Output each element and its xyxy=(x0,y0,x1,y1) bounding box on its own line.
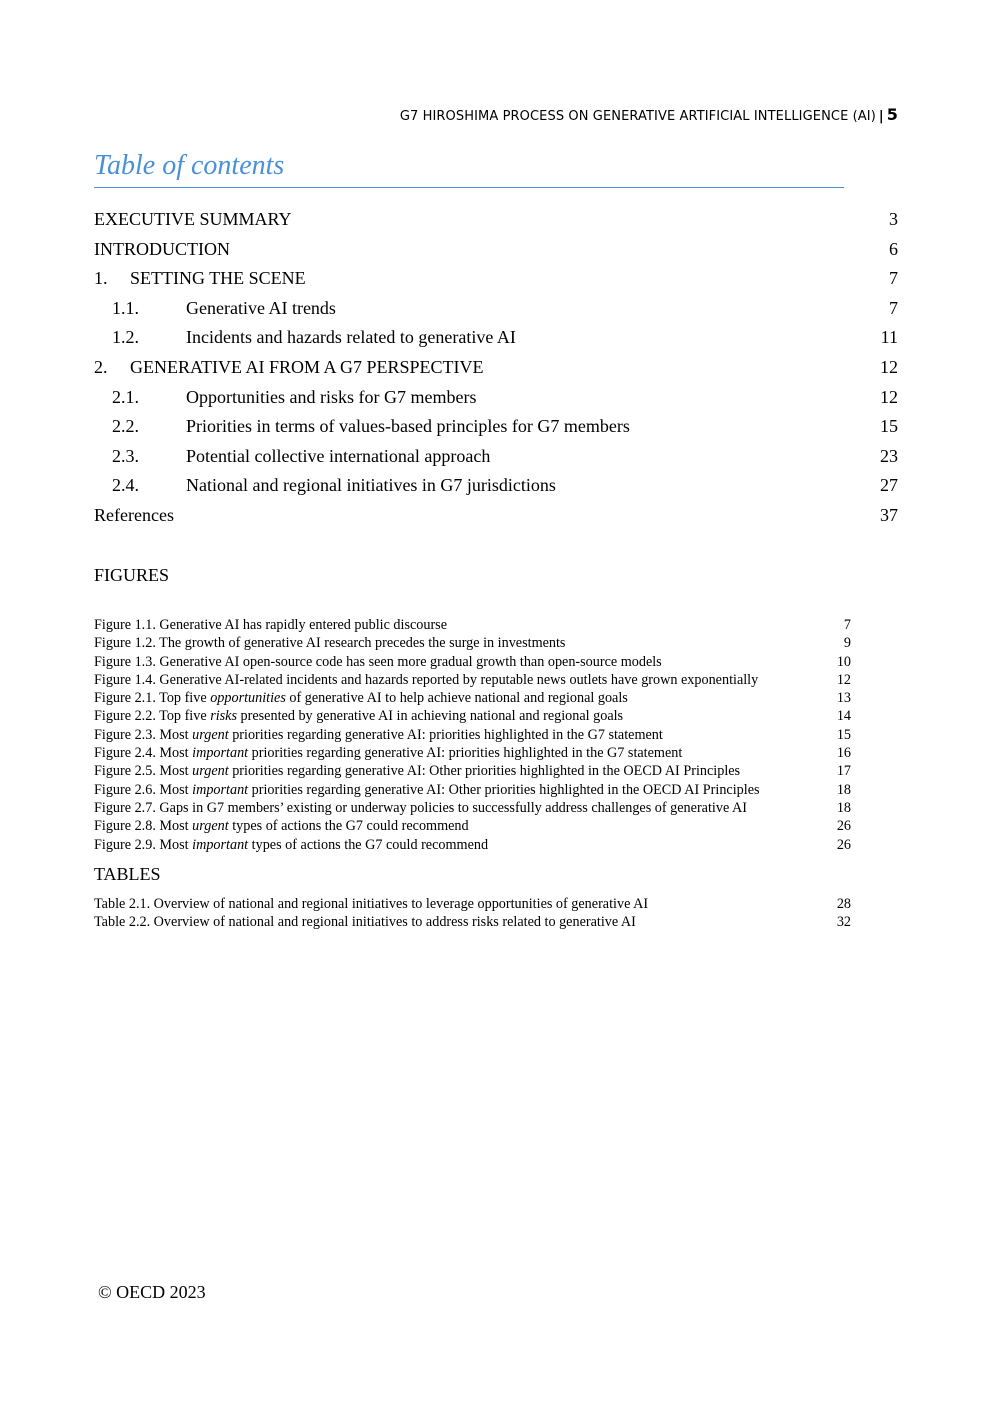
toc-entry[interactable] xyxy=(94,383,898,413)
toc-entry-page: 27 xyxy=(880,475,898,496)
figure-entry-title-emphasis: urgent xyxy=(192,763,229,780)
figure-entry-title-text: priorities regarding generative AI: priorities highlighted in the G7 statement xyxy=(228,726,663,743)
toc-entry-label: Opportunities and risks for G7 members xyxy=(186,386,477,407)
figure-entry-title-text: Figure 2.8. Most xyxy=(94,818,193,835)
figure-entry-title-text: Figure 1.3. Generative AI open-source code has seen more gradual growth than open-source models xyxy=(94,653,662,670)
figure-entry-page: 15 xyxy=(836,726,851,743)
toc-entry-label: Incidents and hazards related to generative AI xyxy=(186,327,516,348)
figure-entry-title xyxy=(94,654,662,670)
figure-entry[interactable] xyxy=(94,616,851,634)
toc-entry-label: GENERATIVE AI FROM A G7 PERSPECTIVE xyxy=(130,356,484,377)
figure-entry-title-text: of generative AI to help achieve national and regional goals xyxy=(285,690,628,707)
toc-title: Table of contents xyxy=(94,150,285,181)
table-entry[interactable] xyxy=(94,913,851,931)
figure-entry-title xyxy=(94,763,740,779)
figure-entry-title-text: Figure 1.1. Generative AI has rapidly entered public discourse xyxy=(94,617,448,633)
figures-list xyxy=(94,616,851,854)
figure-entry[interactable] xyxy=(94,799,851,817)
figure-entry-title-emphasis: important xyxy=(192,745,249,762)
toc-entry-label: National and regional initiatives in G7 jurisdictions xyxy=(186,475,556,496)
header-separator: | xyxy=(878,109,884,124)
toc-entry-page: 7 xyxy=(889,268,898,289)
table-entry-title-text: Table 2.2. Overview of national and regional initiatives to address risks related to generative AI xyxy=(94,914,636,931)
toc-entry[interactable] xyxy=(94,353,898,383)
toc-entry-page: 12 xyxy=(880,386,898,407)
table-entry-page: 28 xyxy=(836,896,851,912)
toc-entry[interactable] xyxy=(94,323,898,353)
tables-heading: TABLES xyxy=(94,864,161,884)
toc-entry-label: INTRODUCTION xyxy=(94,238,230,259)
toc-entry[interactable] xyxy=(94,442,898,472)
toc-entry-page: 6 xyxy=(889,238,898,259)
figure-entry-title-text: Figure 2.7. Gaps in G7 members’ existing or underway policies to successfully address challenges of generative AI xyxy=(94,799,747,816)
title-rule xyxy=(94,187,844,188)
figure-entry[interactable] xyxy=(94,726,851,744)
figure-entry-title-text: priorities regarding generative AI: priorities highlighted in the G7 statement xyxy=(248,745,683,762)
figure-entry-page: 10 xyxy=(836,653,851,670)
figure-entry-page: 18 xyxy=(836,799,851,816)
figure-entry-title-text: Figure 1.4. Generative AI-related incidents and hazards reported by reputable news outlets have grown exponentially xyxy=(94,671,759,688)
toc-entry-label: Priorities in terms of values-based principles for G7 members xyxy=(186,416,630,437)
figure-entry-title xyxy=(94,690,628,706)
toc-entry-page: 12 xyxy=(880,356,898,377)
figure-entry[interactable] xyxy=(94,653,851,671)
figure-entry[interactable] xyxy=(94,762,851,780)
toc-entry[interactable] xyxy=(94,471,898,501)
toc-entry-label: Generative AI trends xyxy=(186,297,336,318)
toc-entry-page: 23 xyxy=(880,445,898,466)
toc-entry-number: 2.4. xyxy=(112,475,139,496)
figure-entry-title-text: types of actions the G7 could recommend xyxy=(228,818,469,835)
toc-entry[interactable] xyxy=(94,412,898,442)
toc-entry[interactable] xyxy=(94,235,898,265)
toc-entry[interactable] xyxy=(94,294,898,324)
figure-entry-page: 26 xyxy=(836,836,851,853)
figure-entry-title-text: Figure 2.6. Most xyxy=(94,781,193,798)
tables-list xyxy=(94,895,851,932)
toc-entry-label: Potential collective international approach xyxy=(186,445,491,466)
figure-entry[interactable] xyxy=(94,707,851,725)
toc-entry[interactable] xyxy=(94,264,898,294)
toc-entry-number: 1.2. xyxy=(112,327,139,348)
toc-entry[interactable] xyxy=(94,501,898,531)
figure-entry-title-text: Figure 2.2. Top five xyxy=(94,708,211,725)
figure-entry-page: 17 xyxy=(836,763,851,780)
figure-entry-title-emphasis: important xyxy=(192,781,249,798)
toc-entry-page: 37 xyxy=(880,504,898,525)
figure-entry-title-emphasis: risks xyxy=(210,708,237,725)
figure-entry-title-text: Figure 2.9. Most xyxy=(94,836,193,853)
figure-entry[interactable] xyxy=(94,634,851,652)
figure-entry-page: 14 xyxy=(836,708,851,725)
figure-entry-title xyxy=(94,837,488,853)
header-page-number: 5 xyxy=(886,105,898,124)
figure-entry-title xyxy=(94,800,747,816)
figure-entry-title xyxy=(94,782,760,798)
figure-entry-page: 13 xyxy=(836,690,851,707)
figure-entry-page: 12 xyxy=(836,671,851,688)
figure-entry-title-text: presented by generative AI in achieving national and regional goals xyxy=(237,708,624,725)
toc-entry-number: 2.3. xyxy=(112,445,139,466)
table-entry-title xyxy=(94,914,636,930)
footer-copyright: © OECD 2023 xyxy=(98,1282,206,1302)
figure-entry-page: 9 xyxy=(843,635,851,652)
figure-entry-title-text: Figure 1.2. The growth of generative AI research precedes the surge in investments xyxy=(94,635,566,652)
figure-entry-title-text: Figure 2.4. Most xyxy=(94,745,193,762)
table-entry[interactable] xyxy=(94,895,851,913)
figure-entry-title xyxy=(94,617,447,633)
toc-entry-label: References xyxy=(94,504,174,525)
figure-entry-title-emphasis: opportunities xyxy=(210,690,286,707)
toc-entry-number: 1.1. xyxy=(112,297,139,318)
toc-list xyxy=(94,205,898,531)
toc-entry-label: EXECUTIVE SUMMARY xyxy=(94,209,292,229)
figure-entry-title-emphasis: important xyxy=(192,836,249,853)
toc-entry-page: 7 xyxy=(889,297,898,318)
figure-entry-title-text: types of actions the G7 could recommend xyxy=(248,836,489,853)
toc-entry-number: 2. xyxy=(94,356,108,377)
running-header xyxy=(300,105,898,124)
table-entry-title-text: Table 2.1. Overview of national and regional initiatives to leverage opportunities of generative AI xyxy=(94,896,649,912)
toc-entry-number: 2.1. xyxy=(112,386,139,407)
figure-entry-title-text: priorities regarding generative AI: Other priorities highlighted in the OECD AI Principles xyxy=(228,763,741,780)
figure-entry[interactable] xyxy=(94,817,851,835)
figure-entry-title xyxy=(94,818,469,834)
figures-heading: FIGURES xyxy=(94,565,170,585)
running-title: G7 HIROSHIMA PROCESS ON GENERATIVE ARTIFICIAL INTELLIGENCE (AI) xyxy=(399,109,876,124)
toc-entry-page: 15 xyxy=(880,416,898,437)
figure-entry[interactable] xyxy=(94,836,851,854)
figure-entry[interactable] xyxy=(94,689,851,707)
figure-entry-title-text: Figure 2.5. Most xyxy=(94,763,193,780)
toc-entry-label: SETTING THE SCENE xyxy=(130,268,306,289)
table-entry-page: 32 xyxy=(836,914,851,931)
toc-entry-number: 1. xyxy=(94,268,108,289)
figure-entry-title-text: Figure 2.1. Top five xyxy=(94,690,211,707)
table-entry-title xyxy=(94,896,648,912)
figure-entry[interactable] xyxy=(94,744,851,762)
figure-entry-title xyxy=(94,672,758,688)
toc-entry[interactable] xyxy=(94,205,898,235)
figure-entry-title-emphasis: urgent xyxy=(192,818,229,835)
figure-entry-title xyxy=(94,727,663,743)
toc-entry-number: 2.2. xyxy=(112,416,139,437)
figure-entry-title xyxy=(94,745,682,761)
figure-entry-page: 7 xyxy=(843,617,851,633)
figure-entry-page: 18 xyxy=(836,781,851,798)
figure-entry-title-text: priorities regarding generative AI: Other priorities highlighted in the OECD AI Principles xyxy=(248,781,760,798)
figure-entry-page: 16 xyxy=(836,745,851,762)
toc-entry-page: 11 xyxy=(880,327,898,348)
figure-entry[interactable] xyxy=(94,671,851,689)
figure-entry-title-emphasis: urgent xyxy=(192,726,229,743)
figure-entry[interactable] xyxy=(94,781,851,799)
toc-entry-page: 3 xyxy=(889,209,898,229)
figure-entry-title xyxy=(94,708,623,724)
figure-entry-title xyxy=(94,635,565,651)
figure-entry-title-text: Figure 2.3. Most xyxy=(94,726,193,743)
figure-entry-page: 26 xyxy=(836,818,851,835)
